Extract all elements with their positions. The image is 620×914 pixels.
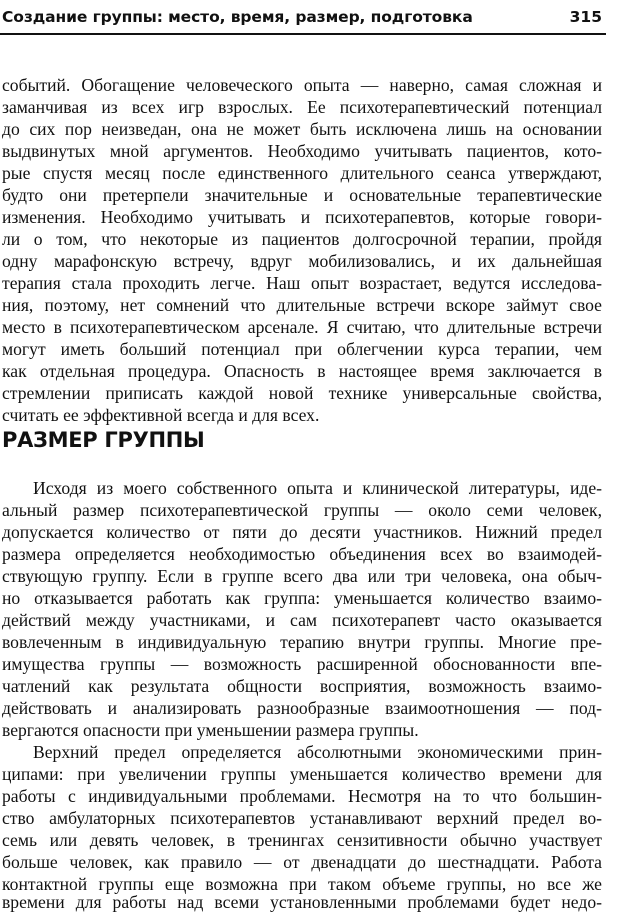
text-line: действий между участниками, и сам психотерапевт часто оказывается (2, 610, 602, 630)
text-line: считать ее эффективной всегда и для всех. (2, 405, 320, 425)
text-line: одну марафонскую встречу, вдруг мобилизовались, и их дальнейшая (2, 251, 602, 271)
text-line: изменения. Необходимо учитывать и психотерапевтов, которые говори- (2, 207, 602, 227)
text-line: имущества группы — возможность расширенной обоснованности впе- (2, 654, 602, 674)
text-line: семь или девять человек, в тренингах сензитивности обычно участвует (2, 830, 602, 850)
text-line: ство амбулаторных психотерапевтов устанавливают верхний предел во- (2, 808, 602, 828)
text-line: заманчивая из всех игр взрослых. Ее психотерапевтический потенциал (2, 97, 602, 117)
text-line: вовлеченным в индивидуальную терапию внутри группы. Многие пре- (2, 632, 602, 652)
text-line: до сих пор неизведан, она не может быть исключена лишь на основании (2, 119, 602, 139)
text-line: вергаются опасности при уменьшении размера группы. (2, 720, 419, 740)
text-line: альный размер психотерапевтической группы — около семи человек, (2, 500, 602, 520)
text-line: но отказывается работать как группа: уменьшается количество взаимо- (2, 588, 602, 608)
text-line: работы с индивидуальными проблемами. Несмотря на то что большин- (2, 786, 602, 806)
text-line: событий. Обогащение человеческого опыта — наверно, самая сложная и (2, 75, 602, 95)
text-line: времени для работы над всеми установленными проблемами будет недо- (2, 892, 602, 912)
text-line: место в психотерапевтическом арсенале. Я считаю, что длительные встречи (2, 317, 602, 337)
text-line: контактной группы еще возможна при таком объеме группы, но все же (2, 874, 602, 894)
text-line: размера определяется необходимостью объединения всех во взаимодей- (2, 544, 602, 564)
text-line: стремлении приписать каждой новой технике универсальные свойства, (2, 383, 602, 403)
section-heading: РАЗМЕР ГРУППЫ (2, 428, 205, 452)
text-line: рые спустя месяц после единственного длительного сеанса утверждают, (2, 163, 602, 183)
text-line: Исходя из моего собственного опыта и клинической литературы, иде- (33, 478, 602, 498)
text-line: ния, поэтому, нет сомнений что длительные встречи вскоре займут свое (2, 295, 602, 315)
text-line: будто они претерпели значительные и основательные терапевтические (2, 185, 602, 205)
text-line: ли о том, что некоторые из пациентов долгосрочной терапии, пройдя (2, 229, 602, 249)
text-line: Верхний предел определяется абсолютными экономическими прин- (33, 742, 602, 762)
text-line: выдвинутых мной аргументов. Необходимо учитывать пациентов, кото- (2, 141, 602, 161)
text-line: чатлений как результата общности восприятия, возможность взаимо- (2, 676, 602, 696)
text-line: как отдельная процедура. Опасность в настоящее время заключается в (2, 361, 602, 381)
text-line: больше человек, как правило — от двенадцати до шестнадцати. Работа (2, 852, 602, 872)
page-number: 315 (569, 8, 602, 26)
text-line: действовать и анализировать разнообразные взаимоотношения — под- (2, 698, 602, 718)
text-line: ствующую группу. Если в группе всего два или три человека, она обыч- (2, 566, 602, 586)
text-line: допускается количество от пяти до десяти участников. Нижний предел (2, 522, 602, 542)
text-line: могут иметь больший потенциал при облегчении курса терапии, чем (2, 339, 602, 359)
header-rule (0, 33, 606, 35)
text-line: терапия стала проходить легче. Наш опыт возрастает, ведутся исследова- (2, 273, 602, 293)
text-line: ципами: при увеличении группы уменьшается количество времени для (2, 764, 602, 784)
running-head (0, 6, 604, 32)
running-title: Создание группы: место, время, размер, подготовка (2, 8, 473, 26)
